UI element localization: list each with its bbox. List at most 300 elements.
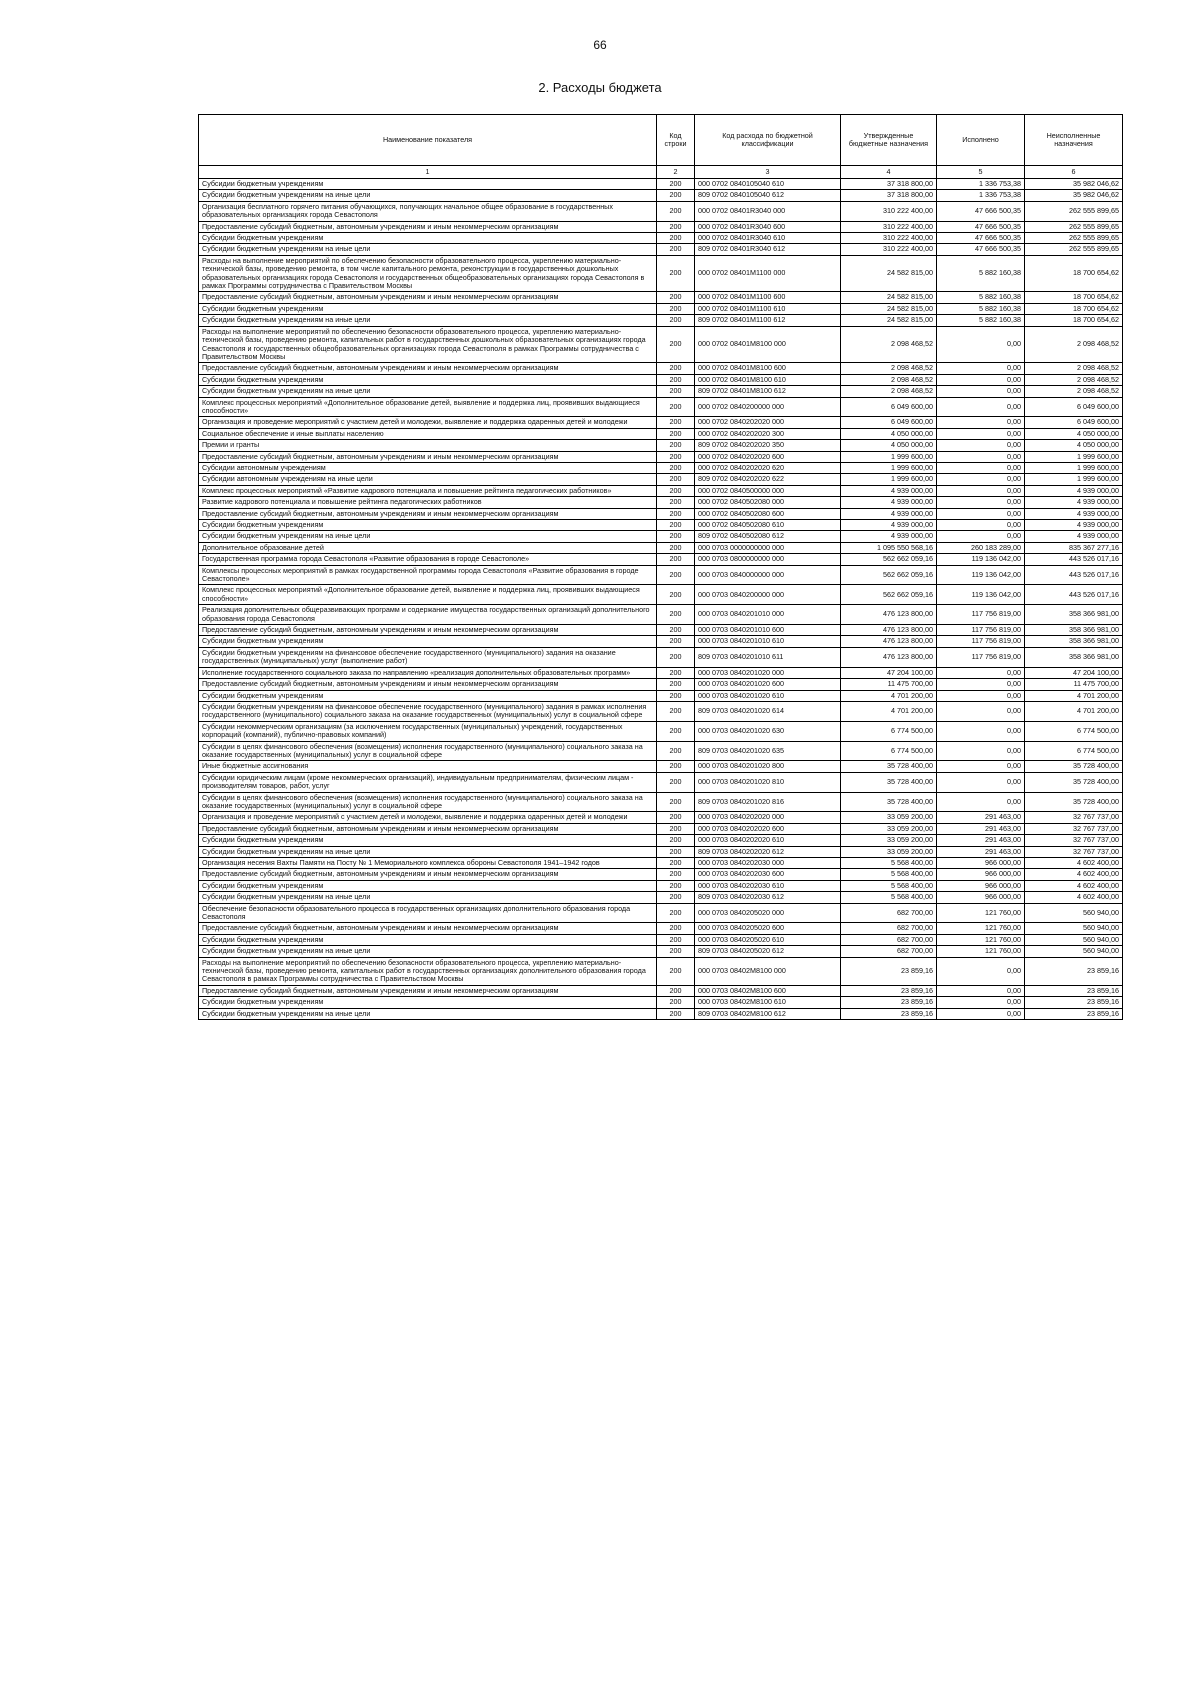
row-line-code: 200 [657,303,695,314]
row-approved: 2 098 468,52 [841,326,937,363]
table-row [199,835,1123,846]
table-row [199,880,1123,891]
row-executed: 119 136 042,00 [937,565,1025,585]
table-row [199,701,1123,721]
row-classification-code: 000 0703 0840205020 610 [695,934,841,945]
row-unexecuted: 4 602 400,00 [1025,880,1123,891]
table-header-row [199,115,1123,166]
row-approved: 24 582 815,00 [841,255,937,292]
row-line-code: 200 [657,397,695,417]
row-classification-code: 000 0703 0840202030 600 [695,869,841,880]
row-line-code: 200 [657,474,695,485]
row-executed: 5 882 160,38 [937,292,1025,303]
row-executed: 1 336 753,38 [937,190,1025,201]
row-classification-code: 000 0703 0840202020 000 [695,812,841,823]
row-classification-code: 000 0703 0840201020 800 [695,761,841,772]
row-name: Исполнение государственного социального заказа по направлению «реализация дополнительных образовательных программ» [199,667,657,678]
row-unexecuted: 1 999 600,00 [1025,462,1123,473]
row-approved: 682 700,00 [841,903,937,923]
row-approved: 476 123 800,00 [841,625,937,636]
row-line-code: 200 [657,823,695,834]
row-line-code: 200 [657,934,695,945]
row-approved: 4 939 000,00 [841,485,937,496]
row-approved: 24 582 815,00 [841,292,937,303]
row-unexecuted: 32 767 737,00 [1025,846,1123,857]
row-approved: 4 701 200,00 [841,701,937,721]
row-name: Субсидии бюджетным учреждениям [199,374,657,385]
row-approved: 33 059 200,00 [841,812,937,823]
row-unexecuted: 6 774 500,00 [1025,721,1123,741]
row-approved: 33 059 200,00 [841,823,937,834]
row-unexecuted: 2 098 468,52 [1025,386,1123,397]
row-line-code: 200 [657,292,695,303]
row-unexecuted: 35 982 046,62 [1025,179,1123,190]
row-line-code: 200 [657,667,695,678]
row-approved: 33 059 200,00 [841,835,937,846]
table-row [199,823,1123,834]
row-line-code: 200 [657,761,695,772]
row-approved: 4 050 000,00 [841,428,937,439]
row-approved: 4 939 000,00 [841,508,937,519]
row-line-code: 200 [657,531,695,542]
row-classification-code: 000 0702 0840202020 620 [695,462,841,473]
row-approved: 310 222 400,00 [841,201,937,221]
table-row [199,565,1123,585]
row-name: Субсидии бюджетным учреждениям на иные цели [199,946,657,957]
row-classification-code: 000 0702 0840502080 600 [695,508,841,519]
row-approved: 476 123 800,00 [841,647,937,667]
row-executed: 5 882 160,38 [937,315,1025,326]
row-classification-code: 000 0702 0840202020 300 [695,428,841,439]
column-number: 4 [841,166,937,179]
row-approved: 2 098 468,52 [841,363,937,374]
row-unexecuted: 560 940,00 [1025,923,1123,934]
row-unexecuted: 6 774 500,00 [1025,741,1123,761]
row-executed: 121 760,00 [937,923,1025,934]
row-line-code: 200 [657,497,695,508]
row-executed: 0,00 [937,1008,1025,1019]
row-name: Субсидии в целях финансового обеспечения (возмещения) исполнения государственного (муниципального) социального заказа на оказание государственных (муниципальных) услуг в социальной сфере [199,741,657,761]
row-name: Субсидии бюджетным учреждениям [199,835,657,846]
row-classification-code: 809 0703 0840201020 635 [695,741,841,761]
row-classification-code: 000 0702 0840202020 000 [695,417,841,428]
row-line-code: 200 [657,679,695,690]
row-approved: 4 939 000,00 [841,497,937,508]
row-name: Расходы на выполнение мероприятий по обеспечению безопасности образовательного процесса, укреплению материально-технической базы, проведению ремонта, капитальных работ в государственных дошкольных образовательных организациях города Севастополя и государственных общеобразовательных организациях города Севастополя в рамках Программы сотрудничества с Правительством Москвы [199,326,657,363]
row-approved: 1 999 600,00 [841,474,937,485]
row-line-code: 200 [657,985,695,996]
row-executed: 1 336 753,38 [937,179,1025,190]
row-approved: 2 098 468,52 [841,386,937,397]
row-name: Субсидии в целях финансового обеспечения (возмещения) исполнения государственного (муниципального) социального заказа на оказание государственных (муниципальных) услуг в социальной сфере [199,792,657,812]
row-line-code: 200 [657,363,695,374]
row-name: Предоставление субсидий бюджетным, автономным учреждениям и иным некоммерческим организациям [199,451,657,462]
table-row [199,485,1123,496]
row-classification-code: 000 0703 0840201020 610 [695,690,841,701]
table-row [199,233,1123,244]
row-name: Предоставление субсидий бюджетным, автономным учреждениям и иным некоммерческим организациям [199,823,657,834]
row-classification-code: 000 0702 0840502080 000 [695,497,841,508]
row-classification-code: 000 0702 0840105040 610 [695,179,841,190]
table-row [199,397,1123,417]
row-executed: 0,00 [937,761,1025,772]
row-executed: 291 463,00 [937,812,1025,823]
row-executed: 0,00 [937,520,1025,531]
table-row [199,1008,1123,1019]
header-executed: Исполнено [937,115,1025,166]
row-approved: 310 222 400,00 [841,244,937,255]
table-row [199,625,1123,636]
row-name: Субсидии некоммерческим организациям (за исключением государственных (муниципальных) учреждений, государственных корпораций (компаний), публично-правовых компаний) [199,721,657,741]
row-line-code: 200 [657,255,695,292]
row-unexecuted: 560 940,00 [1025,903,1123,923]
row-classification-code: 000 0702 08401М8100 610 [695,374,841,385]
row-approved: 562 662 059,16 [841,585,937,605]
row-name: Субсидии бюджетным учреждениям на иные цели [199,892,657,903]
row-classification-code: 809 0702 08401М1100 612 [695,315,841,326]
row-approved: 24 582 815,00 [841,303,937,314]
row-classification-code: 000 0703 0840201010 000 [695,605,841,625]
row-name: Обеспечение безопасности образовательного процесса в государственных организациях дополнительного образования города Севастополя [199,903,657,923]
row-line-code: 200 [657,386,695,397]
row-name: Субсидии автономным учреждениям [199,462,657,473]
row-unexecuted: 358 366 981,00 [1025,636,1123,647]
row-executed: 119 136 042,00 [937,554,1025,565]
row-unexecuted: 18 700 654,62 [1025,255,1123,292]
row-name: Субсидии бюджетным учреждениям [199,880,657,891]
row-name: Субсидии бюджетным учреждениям на иные цели [199,386,657,397]
row-unexecuted: 4 050 000,00 [1025,440,1123,451]
row-approved: 1 999 600,00 [841,462,937,473]
row-line-code: 200 [657,233,695,244]
row-classification-code: 809 0703 0840201020 614 [695,701,841,721]
row-classification-code: 000 0703 0840201020 600 [695,679,841,690]
table-row [199,451,1123,462]
row-executed: 47 666 500,35 [937,233,1025,244]
table-row [199,858,1123,869]
row-unexecuted: 4 939 000,00 [1025,497,1123,508]
expenses-table [198,114,1123,1020]
table-row [199,363,1123,374]
table-row [199,244,1123,255]
row-line-code: 200 [657,741,695,761]
row-approved: 33 059 200,00 [841,846,937,857]
row-name: Иные бюджетные ассигнования [199,761,657,772]
row-executed: 966 000,00 [937,892,1025,903]
row-unexecuted: 358 366 981,00 [1025,647,1123,667]
row-unexecuted: 23 859,16 [1025,985,1123,996]
row-approved: 562 662 059,16 [841,554,937,565]
table-row [199,772,1123,792]
row-unexecuted: 1 999 600,00 [1025,474,1123,485]
row-line-code: 200 [657,542,695,553]
row-name: Субсидии бюджетным учреждениям на иные цели [199,244,657,255]
row-approved: 310 222 400,00 [841,233,937,244]
row-line-code: 200 [657,179,695,190]
row-line-code: 200 [657,946,695,957]
row-line-code: 200 [657,554,695,565]
row-approved: 6 774 500,00 [841,721,937,741]
row-line-code: 200 [657,428,695,439]
table-body [199,179,1123,1020]
row-line-code: 200 [657,792,695,812]
row-unexecuted: 4 701 200,00 [1025,690,1123,701]
row-executed: 0,00 [937,326,1025,363]
header-approved: Утвержденные бюджетные назначения [841,115,937,166]
row-approved: 35 728 400,00 [841,772,937,792]
row-executed: 0,00 [937,428,1025,439]
row-name: Субсидии бюджетным учреждениям на иные цели [199,846,657,857]
row-name: Субсидии бюджетным учреждениям [199,520,657,531]
table-row [199,761,1123,772]
row-name: Субсидии бюджетным учреждениям [199,233,657,244]
row-line-code: 200 [657,957,695,985]
row-classification-code: 000 0703 0840200000 000 [695,585,841,605]
row-line-code: 200 [657,201,695,221]
row-approved: 4 050 000,00 [841,440,937,451]
row-classification-code: 000 0702 08401М8100 000 [695,326,841,363]
row-line-code: 200 [657,812,695,823]
row-executed: 119 136 042,00 [937,585,1025,605]
row-approved: 23 859,16 [841,1008,937,1019]
table-row [199,667,1123,678]
row-name: Субсидии бюджетным учреждениям на финансовое обеспечение государственного (муниципального) задания на оказание государственных (муниципальных) услуг (выполнение работ) [199,647,657,667]
row-line-code: 200 [657,647,695,667]
row-classification-code: 000 0703 0000000000 000 [695,542,841,553]
column-number: 3 [695,166,841,179]
table-row [199,721,1123,741]
table-row [199,326,1123,363]
row-unexecuted: 4 602 400,00 [1025,892,1123,903]
row-name: Субсидии бюджетным учреждениям на иные цели [199,190,657,201]
table-row [199,957,1123,985]
table-row [199,303,1123,314]
row-name: Государственная программа города Севастополя «Развитие образования в городе Севастополе» [199,554,657,565]
row-name: Комплексы процессных мероприятий в рамках государственной программы города Севастополя «Развитие образования в городе Севастополе» [199,565,657,585]
row-name: Субсидии бюджетным учреждениям [199,690,657,701]
row-executed: 0,00 [937,474,1025,485]
row-classification-code: 809 0702 0840502080 612 [695,531,841,542]
row-unexecuted: 23 859,16 [1025,957,1123,985]
row-line-code: 200 [657,701,695,721]
row-approved: 6 049 600,00 [841,397,937,417]
row-classification-code: 000 0703 0840205020 000 [695,903,841,923]
row-classification-code: 000 0702 0840500000 000 [695,485,841,496]
table-row [199,792,1123,812]
row-unexecuted: 18 700 654,62 [1025,315,1123,326]
row-unexecuted: 560 940,00 [1025,934,1123,945]
row-approved: 6 049 600,00 [841,417,937,428]
header-unexecuted: Неисполненные назначения [1025,115,1123,166]
row-executed: 0,00 [937,374,1025,385]
row-executed: 0,00 [937,397,1025,417]
row-unexecuted: 11 475 700,00 [1025,679,1123,690]
table-row [199,440,1123,451]
row-line-code: 200 [657,485,695,496]
row-unexecuted: 443 526 017,16 [1025,585,1123,605]
row-unexecuted: 4 939 000,00 [1025,485,1123,496]
row-line-code: 200 [657,690,695,701]
row-executed: 0,00 [937,679,1025,690]
row-line-code: 200 [657,636,695,647]
row-classification-code: 809 0703 0840205020 612 [695,946,841,957]
row-name: Социальное обеспечение и иные выплаты населению [199,428,657,439]
row-line-code: 200 [657,585,695,605]
section-title: 2. Расходы бюджета [538,80,662,95]
table-row [199,679,1123,690]
row-classification-code: 000 0702 08401М1100 600 [695,292,841,303]
table-row [199,255,1123,292]
row-unexecuted: 262 555 899,65 [1025,201,1123,221]
row-unexecuted: 358 366 981,00 [1025,625,1123,636]
row-classification-code: 000 0703 08402М8100 610 [695,997,841,1008]
table-row [199,985,1123,996]
table-row [199,946,1123,957]
row-name: Предоставление субсидий бюджетным, автономным учреждениям и иным некоммерческим организациям [199,363,657,374]
table-row [199,315,1123,326]
row-unexecuted: 35 728 400,00 [1025,792,1123,812]
row-approved: 476 123 800,00 [841,605,937,625]
row-approved: 476 123 800,00 [841,636,937,647]
row-line-code: 200 [657,520,695,531]
row-executed: 0,00 [937,417,1025,428]
row-executed: 121 760,00 [937,903,1025,923]
row-classification-code: 000 0702 08401R3040 000 [695,201,841,221]
row-name: Субсидии бюджетным учреждениям [199,997,657,1008]
row-line-code: 200 [657,190,695,201]
row-executed: 0,00 [937,997,1025,1008]
row-classification-code: 000 0703 08402М8100 600 [695,985,841,996]
table-row [199,605,1123,625]
row-approved: 4 939 000,00 [841,520,937,531]
row-line-code: 200 [657,858,695,869]
row-executed: 0,00 [937,531,1025,542]
row-classification-code: 000 0703 0840201020 630 [695,721,841,741]
row-executed: 0,00 [937,957,1025,985]
row-name: Предоставление субсидий бюджетным, автономным учреждениям и иным некоммерческим организациям [199,923,657,934]
table-row [199,417,1123,428]
table-row [199,997,1123,1008]
row-executed: 0,00 [937,462,1025,473]
row-classification-code: 000 0702 0840200000 000 [695,397,841,417]
row-executed: 0,00 [937,985,1025,996]
row-approved: 23 859,16 [841,997,937,1008]
row-unexecuted: 47 204 100,00 [1025,667,1123,678]
row-name: Расходы на выполнение мероприятий по обеспечению безопасности образовательного процесса, укреплению материально-технической базы, проведению ремонта, капитальных работ в государственных организациях дополнительного образования города Севастополя в рамках Программы сотрудничества с Правительством Москвы [199,957,657,985]
row-classification-code: 000 0703 0840202020 610 [695,835,841,846]
row-classification-code: 809 0703 08402М8100 612 [695,1008,841,1019]
row-classification-code: 809 0702 08401М8100 612 [695,386,841,397]
table-row [199,190,1123,201]
table-row [199,497,1123,508]
table-row [199,741,1123,761]
row-approved: 5 568 400,00 [841,858,937,869]
row-classification-code: 809 0702 08401R3040 612 [695,244,841,255]
row-unexecuted: 262 555 899,65 [1025,233,1123,244]
row-name: Комплекс процессных мероприятий «Дополнительное образование детей, выявление и поддержка лиц, проявивших выдающиеся способности» [199,585,657,605]
row-approved: 5 568 400,00 [841,880,937,891]
row-classification-code: 000 0703 0840202020 600 [695,823,841,834]
row-approved: 23 859,16 [841,957,937,985]
row-classification-code: 809 0702 0840202020 350 [695,440,841,451]
table-row [199,903,1123,923]
row-executed: 966 000,00 [937,858,1025,869]
row-classification-code: 000 0703 0840202030 000 [695,858,841,869]
row-executed: 47 666 500,35 [937,244,1025,255]
row-approved: 562 662 059,16 [841,565,937,585]
page-number: 66 [593,38,607,52]
row-unexecuted: 443 526 017,16 [1025,554,1123,565]
row-classification-code: 809 0702 0840202020 622 [695,474,841,485]
row-name: Предоставление субсидий бюджетным, автономным учреждениям и иным некоммерческим организациям [199,221,657,232]
row-name: Субсидии бюджетным учреждениям на иные цели [199,531,657,542]
row-executed: 117 756 819,00 [937,647,1025,667]
column-number: 6 [1025,166,1123,179]
row-unexecuted: 35 982 046,62 [1025,190,1123,201]
row-name: Организация и проведение мероприятий с участием детей и молодежи, выявление и поддержка одаренных детей и молодежи [199,812,657,823]
row-unexecuted: 4 602 400,00 [1025,858,1123,869]
row-classification-code: 000 0703 08402М8100 000 [695,957,841,985]
row-unexecuted: 358 366 981,00 [1025,605,1123,625]
row-name: Субсидии бюджетным учреждениям на иные цели [199,1008,657,1019]
row-unexecuted: 4 939 000,00 [1025,520,1123,531]
row-approved: 5 568 400,00 [841,892,937,903]
row-approved: 35 728 400,00 [841,761,937,772]
row-approved: 1 095 550 568,16 [841,542,937,553]
row-name: Реализация дополнительных общеразвивающих программ и содержание имущества государственных организаций дополнительного образования города Севастополя [199,605,657,625]
row-unexecuted: 32 767 737,00 [1025,812,1123,823]
row-line-code: 200 [657,869,695,880]
row-unexecuted: 835 367 277,16 [1025,542,1123,553]
row-executed: 0,00 [937,772,1025,792]
row-classification-code: 000 0702 08401М8100 600 [695,363,841,374]
column-number-row [199,166,1123,179]
row-approved: 37 318 800,00 [841,179,937,190]
row-line-code: 200 [657,997,695,1008]
row-executed: 0,00 [937,485,1025,496]
header-classification-code: Код расхода по бюджетной классификации [695,115,841,166]
row-unexecuted: 35 728 400,00 [1025,772,1123,792]
row-approved: 682 700,00 [841,946,937,957]
row-approved: 35 728 400,00 [841,792,937,812]
row-executed: 0,00 [937,721,1025,741]
row-line-code: 200 [657,772,695,792]
row-name: Развитие кадрового потенциала и повышение рейтинга педагогических работников [199,497,657,508]
table-row [199,647,1123,667]
row-classification-code: 000 0703 0840201010 600 [695,625,841,636]
row-executed: 117 756 819,00 [937,605,1025,625]
row-line-code: 200 [657,835,695,846]
row-classification-code: 000 0702 08401R3040 600 [695,221,841,232]
row-approved: 6 774 500,00 [841,741,937,761]
row-line-code: 200 [657,315,695,326]
table-row [199,201,1123,221]
row-approved: 11 475 700,00 [841,679,937,690]
row-executed: 966 000,00 [937,869,1025,880]
row-line-code: 200 [657,625,695,636]
row-unexecuted: 2 098 468,52 [1025,363,1123,374]
row-line-code: 200 [657,221,695,232]
header-line-code: Код строки [657,115,695,166]
row-name: Премии и гранты [199,440,657,451]
row-executed: 121 760,00 [937,946,1025,957]
row-line-code: 200 [657,892,695,903]
row-name: Организация несения Вахты Памяти на Посту № 1 Мемориального комплекса обороны Севастополя 1941–1942 годов [199,858,657,869]
table-row [199,374,1123,385]
row-classification-code: 000 0702 0840202020 600 [695,451,841,462]
row-classification-code: 000 0702 08401R3040 610 [695,233,841,244]
row-approved: 1 999 600,00 [841,451,937,462]
